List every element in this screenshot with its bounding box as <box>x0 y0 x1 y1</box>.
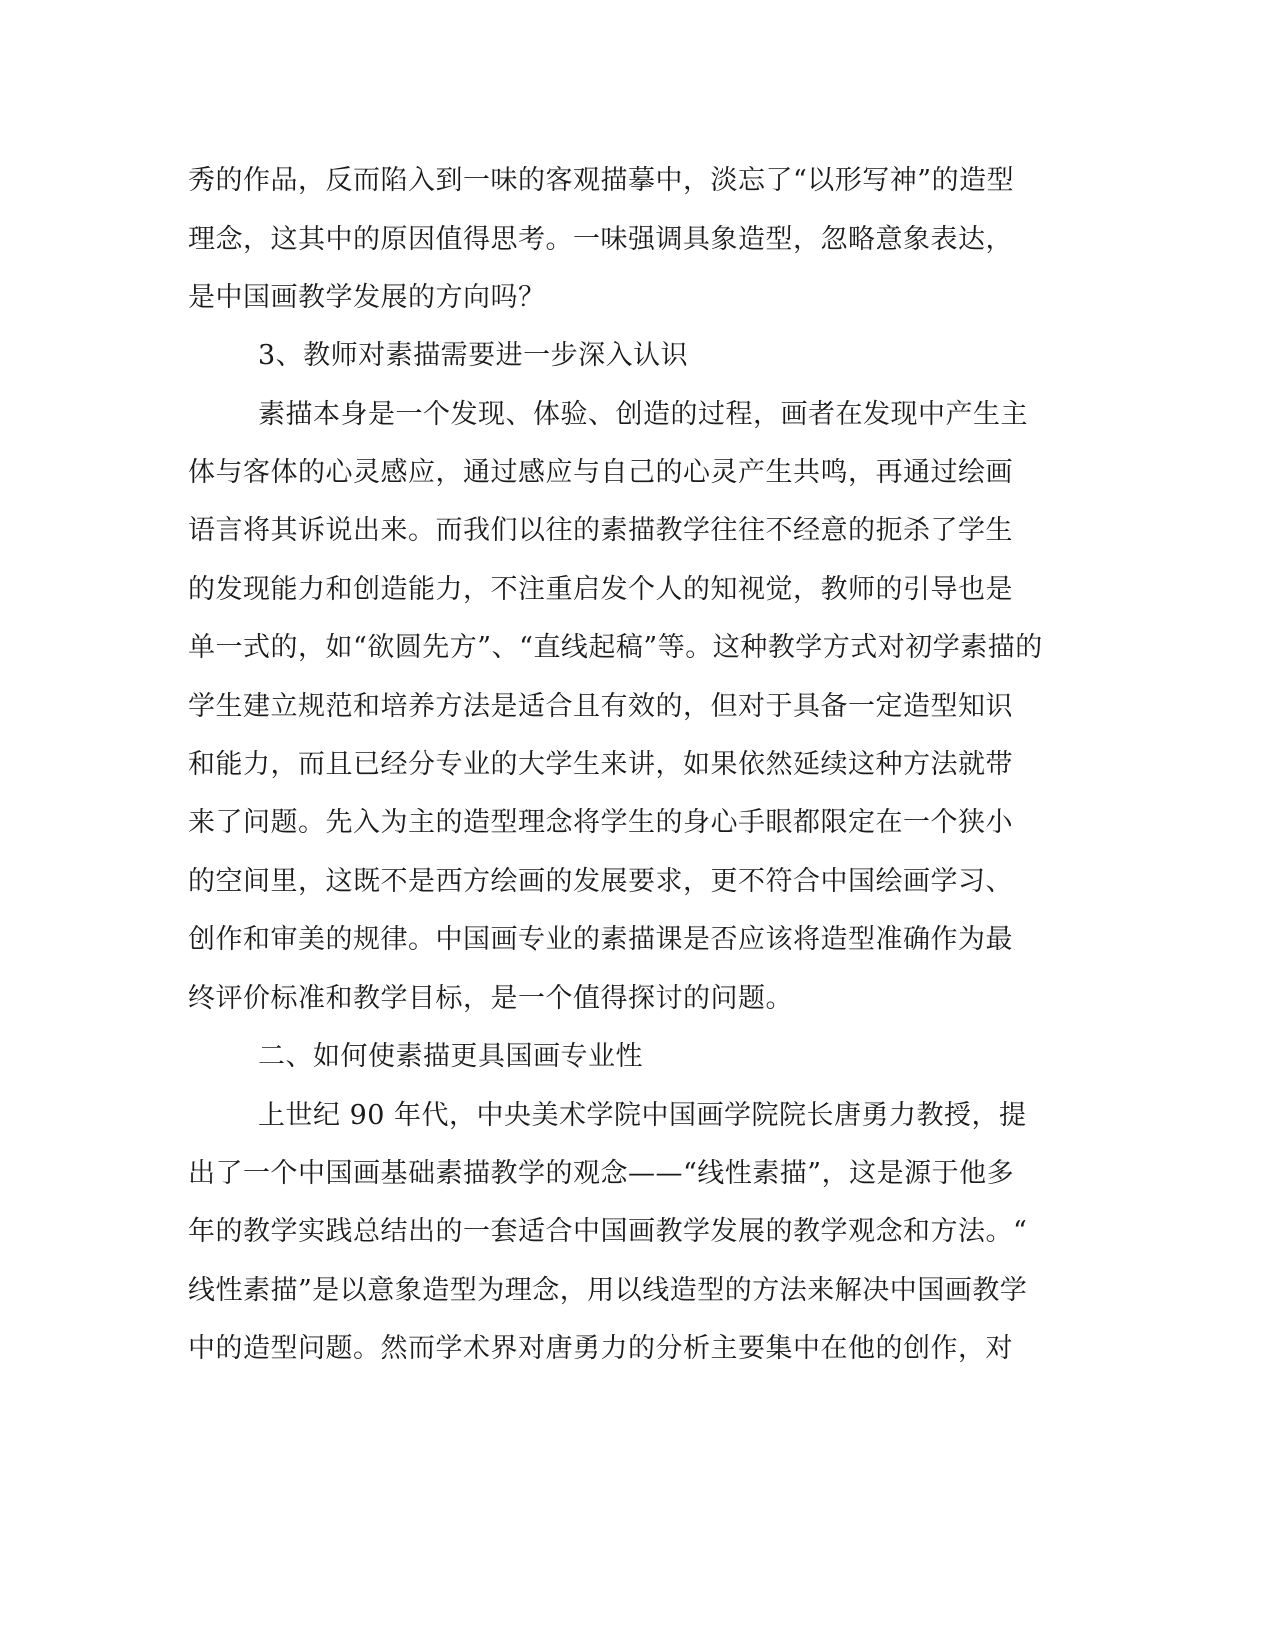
text-line-13: 的空间里，这既不是西方绘画的发展要求，更不符合中国绘画学习、 <box>188 866 1013 897</box>
text-line-9: 单一式的，如“欲圆先方”、“直线起稿”等。这种教学方式对初学素描的 <box>188 632 1043 663</box>
text-line-12: 来了问题。先入为主的造型理念将学生的身心手眼都限定在一个狭小 <box>188 807 1013 838</box>
text-line-17: 上世纪 90 年代，中央美术学院中国画学院院长唐勇力教授，提 <box>258 1100 1027 1131</box>
text-line-1: 秀的作品，反而陷入到一味的客观描摹中，淡忘了“以形写神”的造型 <box>188 165 1015 196</box>
text-line-11: 和能力，而且已经分专业的大学生来讲，如果依然延续这种方法就带 <box>188 749 1013 780</box>
text-line-21: 中的造型问题。然而学术界对唐勇力的分析主要集中在他的创作，对 <box>188 1333 1013 1364</box>
section-heading-2: 二、如何使素描更具国画专业性 <box>258 1041 643 1072</box>
text-line-2: 理念，这其中的原因值得思考。一味强调具象造型，忽略意象表达， <box>188 224 1013 255</box>
text-line-7: 语言将其诉说出来。而我们以往的素描教学往往不经意的扼杀了学生 <box>188 515 1013 546</box>
text-line-20: 线性素描”是以意象造型为理念，用以线造型的方法来解决中国画教学 <box>188 1275 1028 1306</box>
text-line-18: 出了一个中国画基础素描教学的观念——“线性素描”，这是源于他多 <box>188 1158 1015 1189</box>
text-line-15: 终评价标准和教学目标，是一个值得探讨的问题。 <box>188 983 793 1014</box>
text-line-19: 年的教学实践总结出的一套适合中国画教学发展的教学观念和方法。“ <box>188 1216 1028 1247</box>
text-line-8: 的发现能力和创造能力，不注重启发个人的知视觉，教师的引导也是 <box>188 574 1013 605</box>
section-heading-3: 3、教师对素描需要进一步深入认识 <box>258 340 689 371</box>
text-line-5: 素描本身是一个发现、体验、创造的过程，画者在发现中产生主 <box>258 399 1028 430</box>
text-line-14: 创作和审美的规律。中国画专业的素描课是否应该将造型准确作为最 <box>188 924 1013 955</box>
text-line-3: 是中国画教学发展的方向吗？ <box>188 282 546 313</box>
text-line-10: 学生建立规范和培养方法是适合且有效的，但对于具备一定造型知识 <box>188 691 1013 722</box>
text-line-6: 体与客体的心灵感应，通过感应与自己的心灵产生共鸣，再通过绘画 <box>188 457 1013 488</box>
